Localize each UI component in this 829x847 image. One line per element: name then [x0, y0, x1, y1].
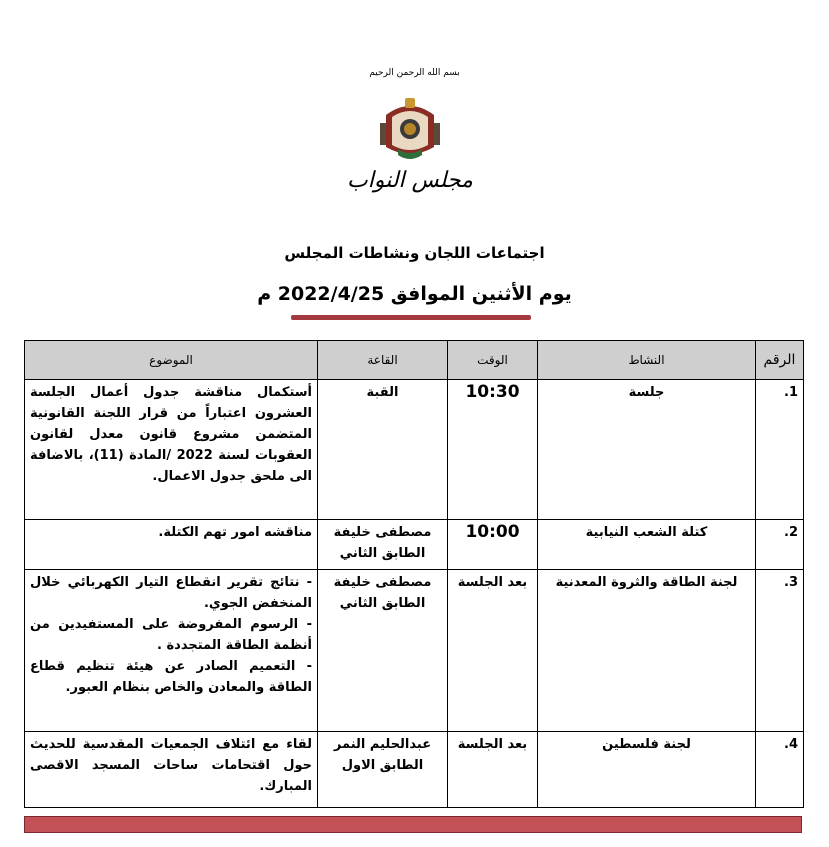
- footer-bar: [24, 816, 802, 833]
- hall-line: الطابق الثاني: [339, 596, 426, 611]
- row-hall: [318, 520, 448, 570]
- row-number: 3.: [756, 570, 804, 732]
- table-row: [25, 520, 804, 570]
- column-header-hall: القاعة: [318, 341, 448, 380]
- row-activity: كتلة الشعب النيابية: [538, 520, 756, 570]
- row-time: 10:30: [448, 380, 538, 520]
- hall-line: الطابق الاول: [341, 758, 424, 773]
- column-header-activity: النشاط: [538, 341, 756, 380]
- topic-line: - التعميم الصادر عن هيئة تنظيم قطاع الطاقة والمعادن والخاص بنظام العبور.: [30, 659, 312, 695]
- row-number: 4.: [756, 732, 804, 808]
- topic-line: - نتائج تقرير انقطاع التيار الكهربائي خلال المنخفض الجوي.: [30, 575, 312, 611]
- hall-line: عبدالحليم النمر: [333, 737, 432, 752]
- row-topic: [25, 570, 318, 732]
- row-topic: [25, 520, 318, 570]
- column-header-topic: الموضوع: [25, 341, 318, 380]
- schedule-table: [24, 340, 804, 808]
- hall-line: القبة: [366, 385, 399, 400]
- page-title: اجتماعات اللجان ونشاطات المجلس: [284, 244, 545, 262]
- row-hall: [318, 570, 448, 732]
- hall-line: الطابق الثاني: [339, 546, 426, 561]
- title-underline-bar: [291, 315, 531, 320]
- table-row: [25, 732, 804, 808]
- parliament-logo-text: مجلس النواب: [347, 168, 473, 193]
- row-hall: [318, 380, 448, 520]
- row-time: 10:00: [448, 520, 538, 570]
- page-date-subtitle: يوم الأثنين الموافق 2022/4/25 م: [257, 283, 572, 305]
- hall-line: مصطفى خليفة: [333, 575, 432, 590]
- hall-line: مصطفى خليفة: [333, 525, 432, 540]
- row-topic: [25, 380, 318, 520]
- table-row: [25, 380, 804, 520]
- row-number: 2.: [756, 520, 804, 570]
- row-time: بعد الجلسة: [448, 732, 538, 808]
- row-hall: [318, 732, 448, 808]
- topic-line: لقاء مع ائتلاف الجمعيات المقدسية للحديث حول اقتحامات ساحات المسجد الاقصى المبارك.: [30, 737, 312, 794]
- table-header-row: [25, 341, 804, 380]
- topic-line: - الرسوم المفروضة على المستفيدين من أنظمة الطاقة المتجددة .: [30, 617, 312, 653]
- row-number: 1.: [756, 380, 804, 520]
- column-header-time: الوقت: [448, 341, 538, 380]
- row-activity: جلسة: [538, 380, 756, 520]
- basmala: بسم الله الرحمن الرحيم: [369, 68, 460, 78]
- topic-line: مناقشه امور تهم الكتلة.: [158, 525, 312, 540]
- row-topic: [25, 732, 318, 808]
- topic-line: أستكمال مناقشة جدول أعمال الجلسة العشرون اعتباراً من قرار اللجنة القانونية المتضمن مشروع قانون معدل لقانون العقوبات لسنة 2022 /المادة (11)، بالاضافة الى ملحق جدول الاعمال.: [30, 385, 312, 484]
- column-header-num: الرقم: [756, 341, 804, 380]
- row-activity: لجنة الطاقة والثروة المعدنية: [538, 570, 756, 732]
- table-row: [25, 570, 804, 732]
- row-time: بعد الجلسة: [448, 570, 538, 732]
- coat-of-arms-icon: [378, 95, 442, 165]
- row-activity: لجنة فلسطين: [538, 732, 756, 808]
